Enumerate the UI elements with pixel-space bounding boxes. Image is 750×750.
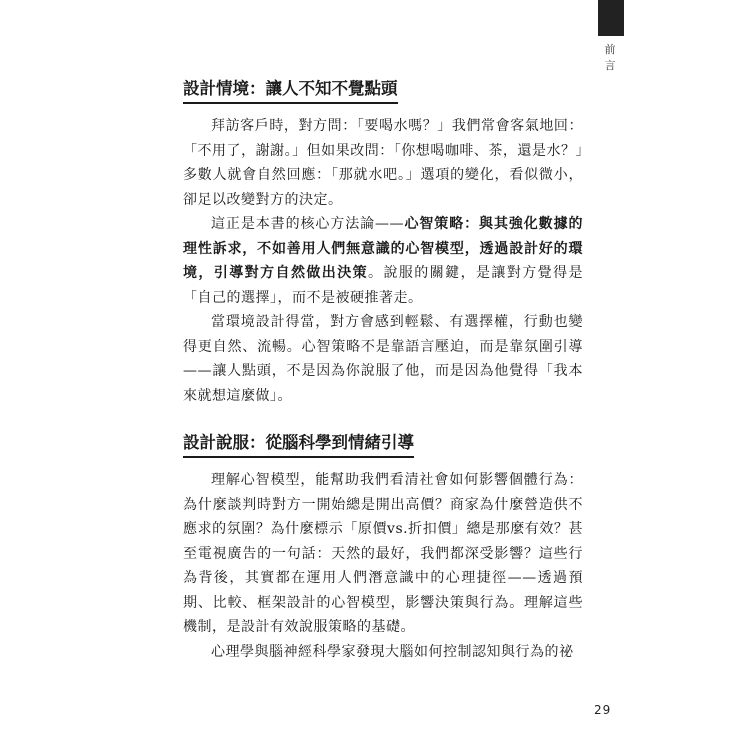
paragraph-text: 心理學與腦神經科學家發現大腦如何控制認知與行為的祕 bbox=[211, 643, 574, 660]
paragraph bbox=[183, 212, 583, 310]
section-design-persuasion bbox=[183, 432, 583, 664]
running-head-char: 前 bbox=[604, 43, 616, 56]
chapter-edge-tab bbox=[598, 0, 624, 36]
paragraph bbox=[183, 310, 583, 408]
paragraph bbox=[183, 640, 583, 665]
running-head bbox=[596, 42, 624, 74]
page-content bbox=[183, 78, 583, 664]
paragraph-bold-text: 心智策略：與其強化數據的理性訴求，不如善用人們無意識的心智模型，透過設計好的環境，引導對方自然做出決策 bbox=[183, 216, 584, 281]
page-number: 29 bbox=[594, 703, 612, 717]
paragraph-text: 理解心智模型，能幫助我們看清社會如何影響個體行為：為什麼談判時對方一開始總是開出高價？商家為什麼營造供不應求的氛圍？為什麼標示「原價vs.折扣價」總是那麼有效？甚至電視廣告的一句話：天然的最好，我們都深受影響？這些行為背後，其實都在運用人們潛意識中的心理捷徑——透過預期、比較、框架設計的心智模型，影響決策與行為。理解這些機制，是設計有效說服策略的基礎。 bbox=[183, 472, 583, 635]
section-design-context bbox=[183, 78, 583, 408]
paragraph-text: 。說服的關鍵，是讓對方覺得是「自己的選擇」，而不是被硬推著走。 bbox=[183, 265, 584, 306]
paragraph bbox=[183, 114, 583, 212]
section-heading: 設計說服：從腦科學到情緒引導 bbox=[183, 432, 414, 458]
running-head-char: 言 bbox=[604, 59, 616, 72]
paragraph-text: 拜訪客戶時，對方問：「要喝水嗎？」我們常會客氣地回：「不用了，謝謝。」但如果改問：「你想喝咖啡、茶，還是水？」多數人就會自然回應：「那就水吧。」選項的變化，看似微小，卻足以改變對方的決定。 bbox=[183, 118, 583, 208]
section-heading: 設計情境：讓人不知不覺點頭 bbox=[183, 78, 398, 104]
paragraph-text: 這正是本書的核心方法論—— bbox=[211, 216, 405, 232]
paragraph bbox=[183, 468, 583, 640]
paragraph-text: 當環境設計得當，對方會感到輕鬆、有選擇權，行動也變得更自然、流暢。心智策略不是靠語言壓迫，而是靠氛圍引導——讓人點頭，不是因為你說服了他，而是因為他覺得「我本來就想這麼做」。 bbox=[183, 314, 583, 404]
